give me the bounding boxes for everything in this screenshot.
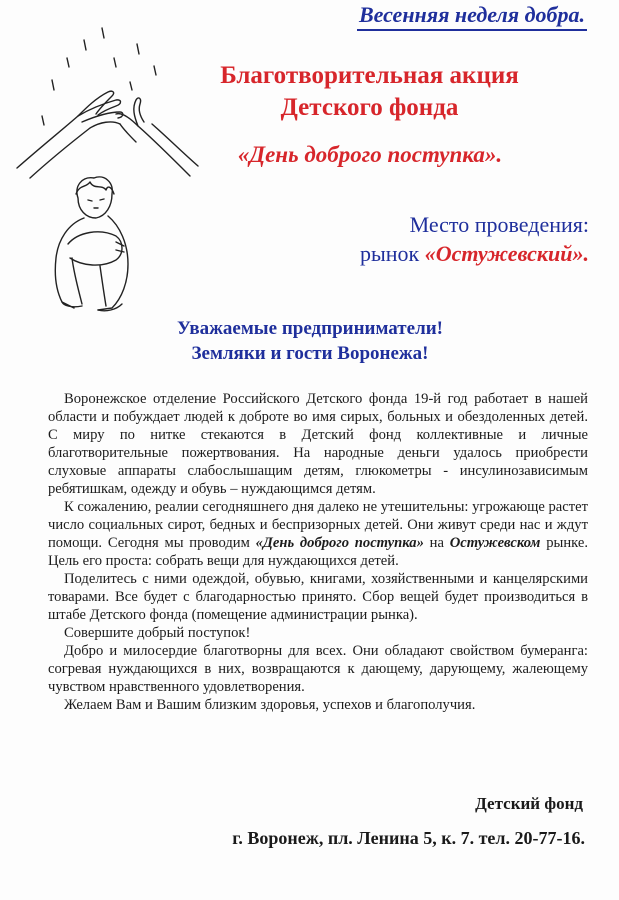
raindrop-icon xyxy=(154,66,156,75)
greeting xyxy=(100,316,520,366)
letter-body xyxy=(48,390,588,714)
raindrop-icon xyxy=(67,58,69,67)
title-line-2: Детского фонда xyxy=(280,94,459,121)
paragraph-1: Воронежское отделение Российского Детского фонда 19-й год работает в нашей области и побуждает людей к доброте во имя сирых, больных и обездоленных детей. С миру по нитке стекаются в Детский фонд коллективные и личные благотворительные пожертвования. На народные деньги удалось приобрести слуховые аппараты слабослышащим детям, глюкометры - инсулинозависимым ребятишкам, одежду и обувь – нуждающимся детям. xyxy=(48,391,588,497)
paragraph-5: Добро и милосердие благотворны для всех. Они обладают свойством бумеранга: согревая нуждающихся в них, возвращаются к дающему, дарующему, жалеющему чувством нравственного удовлетворения. xyxy=(48,643,588,695)
greeting-line-2: Земляки и гости Воронежа! xyxy=(191,343,429,364)
raindrop-icon xyxy=(42,116,44,125)
raindrop-icon xyxy=(114,58,116,67)
venue-market-name: «Остужевский». xyxy=(424,241,589,266)
greeting-line-1: Уважаемые предприниматели! xyxy=(177,318,443,339)
paragraph-2-part-b: на xyxy=(423,535,450,551)
paragraph-2 xyxy=(48,498,588,570)
raindrop-icon xyxy=(102,28,104,38)
good-deed-day-heading: «День доброго поступка». xyxy=(237,142,503,167)
paragraph-2-part-a: К сожалению, реалии сегодняшнего дня далеко не утешительны: угрожающе растет число социальных сирот, бедных и беспризорных детей. Они живут среди нас и ждут помощи. Сегодня мы проводим xyxy=(48,499,588,551)
contact-address: г. Воронеж, пл. Ленина 5, к. 7. тел. 20-77-16. xyxy=(232,828,585,848)
charity-action-title xyxy=(182,60,557,124)
paragraph-2-market-name: Остужевском xyxy=(449,535,541,551)
venue-label: Место проведения: xyxy=(409,212,589,237)
signature-childrens-fund: Детский фонд xyxy=(475,794,583,813)
paragraph-6: Желаем Вам и Вашим близким здоровья, успехов и благополучия. xyxy=(64,697,476,713)
paragraph-4: Совершите добрый поступок! xyxy=(64,625,251,641)
title-line-1: Благотворительная акция xyxy=(220,62,519,89)
paragraph-3: Поделитесь с ними одеждой, обувью, книгами, хозяйственными и канцелярскими товарами. Все будет с благодарностью принято. Сбор вещей будет производиться в штабе Детского фонда (помещение администрации рынка). xyxy=(48,571,588,623)
raindrop-icon xyxy=(52,80,54,90)
venue-value xyxy=(360,241,589,267)
raindrop-icon xyxy=(130,82,132,90)
paragraph-2-day-name: «День доброго поступка» xyxy=(255,535,424,551)
paragraph-2-part-c: рынке. Цель его проста: собрать вещи для нуждающихся детей. xyxy=(48,535,588,569)
raindrop-icon xyxy=(137,44,139,54)
spring-week-heading: Весенняя неделя добра. xyxy=(357,2,587,31)
venue-prefix: рынок xyxy=(359,241,425,266)
raindrop-icon xyxy=(84,40,86,50)
